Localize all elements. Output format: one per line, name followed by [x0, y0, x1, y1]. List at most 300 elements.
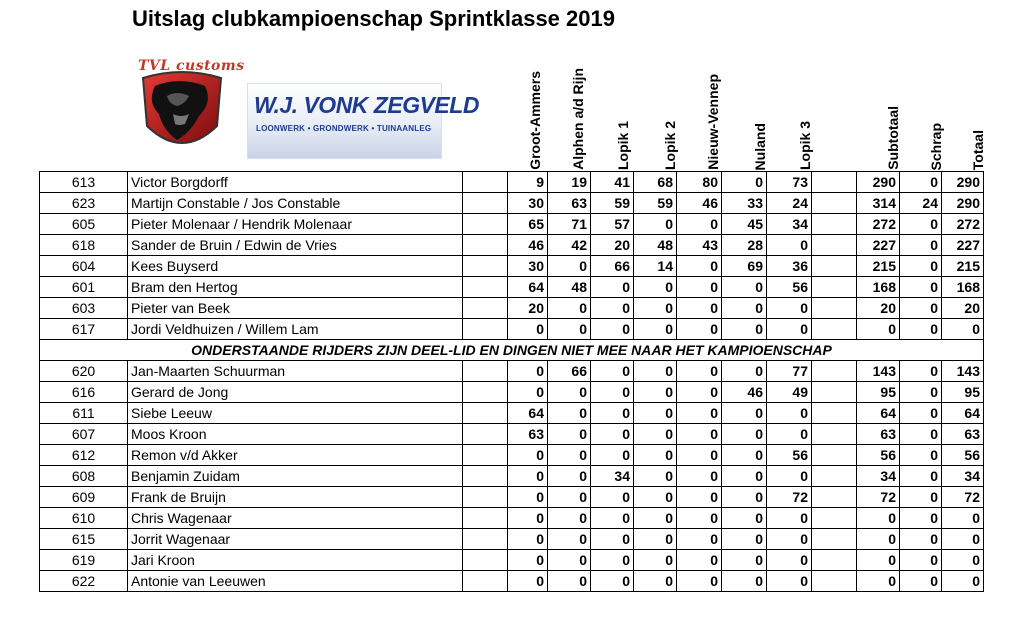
blank-cell	[463, 403, 508, 424]
total-value: 272	[942, 214, 984, 235]
blank-cell	[463, 298, 508, 319]
blank-cell	[463, 445, 508, 466]
race-score: 0	[508, 361, 548, 382]
race-score: 57	[591, 214, 634, 235]
race-score: 65	[508, 214, 548, 235]
race-score: 33	[722, 193, 767, 214]
race-score: 0	[677, 571, 722, 592]
race-score: 0	[767, 298, 812, 319]
rider-number: 612	[40, 445, 128, 466]
header-totaal: Totaal	[970, 129, 986, 170]
race-score: 69	[722, 256, 767, 277]
race-score: 0	[508, 571, 548, 592]
rider-name: Frank de Bruijn	[128, 487, 463, 508]
race-score: 0	[767, 550, 812, 571]
schrap-value: 0	[900, 487, 942, 508]
race-score: 0	[634, 508, 677, 529]
rider-number: 603	[40, 298, 128, 319]
main-rows	[40, 172, 984, 340]
race-score: 0	[591, 445, 634, 466]
rider-number: 616	[40, 382, 128, 403]
race-score: 0	[634, 382, 677, 403]
race-score: 0	[591, 550, 634, 571]
table-row	[40, 214, 984, 235]
blank-cell	[463, 424, 508, 445]
table-row	[40, 193, 984, 214]
race-score: 0	[591, 319, 634, 340]
race-score: 0	[591, 487, 634, 508]
race-score: 0	[722, 361, 767, 382]
rider-name: Martijn Constable / Jos Constable	[128, 193, 463, 214]
header-nuland: Nuland	[752, 122, 768, 170]
race-score: 0	[767, 508, 812, 529]
race-score: 0	[548, 571, 591, 592]
race-score: 0	[722, 487, 767, 508]
schrap-value: 24	[900, 193, 942, 214]
race-score: 0	[722, 403, 767, 424]
race-score: 0	[548, 424, 591, 445]
note-row	[40, 340, 984, 361]
subtotal-value: 63	[857, 424, 900, 445]
race-score: 0	[722, 298, 767, 319]
race-score: 0	[677, 466, 722, 487]
subtotal-value: 0	[857, 319, 900, 340]
race-score: 80	[677, 172, 722, 193]
table-row	[40, 550, 984, 571]
rider-name: Jorrit Wagenaar	[128, 529, 463, 550]
rider-number: 608	[40, 466, 128, 487]
blank-cell	[812, 214, 857, 235]
schrap-value: 0	[900, 466, 942, 487]
subtotal-value: 95	[857, 382, 900, 403]
rider-name: Moos Kroon	[128, 424, 463, 445]
race-score: 0	[677, 277, 722, 298]
rider-name: Pieter Molenaar / Hendrik Molenaar	[128, 214, 463, 235]
race-score: 0	[634, 361, 677, 382]
race-score: 0	[591, 277, 634, 298]
race-score: 0	[722, 571, 767, 592]
schrap-value: 0	[900, 277, 942, 298]
race-score: 0	[634, 550, 677, 571]
blank-cell	[812, 550, 857, 571]
subtotal-value: 34	[857, 466, 900, 487]
race-score: 0	[722, 424, 767, 445]
schrap-value: 0	[900, 172, 942, 193]
subtotal-value: 215	[857, 256, 900, 277]
blank-cell	[463, 529, 508, 550]
race-score: 0	[508, 319, 548, 340]
blank-cell	[812, 256, 857, 277]
race-score: 0	[767, 571, 812, 592]
race-score: 0	[591, 424, 634, 445]
rider-name: Kees Buyserd	[128, 256, 463, 277]
subtotal-value: 290	[857, 172, 900, 193]
rider-name: Benjamin Zuidam	[128, 466, 463, 487]
table-row	[40, 403, 984, 424]
rider-number: 617	[40, 319, 128, 340]
race-score: 30	[508, 256, 548, 277]
header-lopik-3: Lopik 3	[797, 120, 813, 170]
schrap-value: 0	[900, 550, 942, 571]
race-score: 0	[591, 508, 634, 529]
subtotal-value: 227	[857, 235, 900, 256]
race-score: 0	[591, 529, 634, 550]
schrap-value: 0	[900, 424, 942, 445]
header-lopik-1: Lopik 1	[615, 120, 631, 170]
total-value: 34	[942, 466, 984, 487]
schrap-value: 0	[900, 319, 942, 340]
total-value: 168	[942, 277, 984, 298]
blank-cell	[463, 214, 508, 235]
race-score: 0	[677, 487, 722, 508]
header-alphen: Alphen a/d Rijn	[570, 68, 586, 170]
table-row	[40, 382, 984, 403]
subtotal-value: 143	[857, 361, 900, 382]
schrap-value: 0	[900, 382, 942, 403]
race-score: 0	[634, 529, 677, 550]
blank-cell	[463, 382, 508, 403]
total-value: 0	[942, 319, 984, 340]
subtotal-value: 0	[857, 529, 900, 550]
blank-cell	[812, 403, 857, 424]
race-score: 14	[634, 256, 677, 277]
table-row	[40, 508, 984, 529]
race-score: 0	[591, 361, 634, 382]
rider-number: 610	[40, 508, 128, 529]
extra-rows	[40, 361, 984, 592]
blank-cell	[812, 298, 857, 319]
schrap-value: 0	[900, 256, 942, 277]
race-score: 0	[767, 319, 812, 340]
race-score: 56	[767, 445, 812, 466]
total-value: 56	[942, 445, 984, 466]
race-score: 42	[548, 235, 591, 256]
race-score: 0	[508, 487, 548, 508]
race-score: 0	[548, 466, 591, 487]
race-score: 0	[767, 403, 812, 424]
schrap-value: 0	[900, 529, 942, 550]
subtotal-value: 168	[857, 277, 900, 298]
race-score: 20	[591, 235, 634, 256]
race-score: 59	[634, 193, 677, 214]
race-score: 48	[634, 235, 677, 256]
race-score: 0	[591, 298, 634, 319]
total-value: 64	[942, 403, 984, 424]
rider-number: 609	[40, 487, 128, 508]
race-score: 0	[548, 487, 591, 508]
vonk-zegveld-logo	[247, 83, 479, 159]
subtotal-value: 72	[857, 487, 900, 508]
race-score: 66	[591, 256, 634, 277]
schrap-value: 0	[900, 571, 942, 592]
total-value: 0	[942, 571, 984, 592]
blank-cell	[463, 319, 508, 340]
note-section	[40, 340, 984, 361]
race-score: 0	[677, 361, 722, 382]
table-row	[40, 445, 984, 466]
subtotal-value: 0	[857, 550, 900, 571]
race-score: 56	[767, 277, 812, 298]
race-score: 0	[634, 487, 677, 508]
race-score: 24	[767, 193, 812, 214]
race-score: 0	[634, 424, 677, 445]
rider-number: 618	[40, 235, 128, 256]
table-row	[40, 277, 984, 298]
race-score: 48	[548, 277, 591, 298]
rider-number: 601	[40, 277, 128, 298]
race-score: 0	[677, 382, 722, 403]
vonk-zegveld-name: W.J. VONK ZEGVELD	[254, 92, 479, 118]
race-score: 0	[722, 445, 767, 466]
race-score: 0	[722, 550, 767, 571]
race-score: 59	[591, 193, 634, 214]
race-score: 68	[634, 172, 677, 193]
race-score: 0	[677, 214, 722, 235]
table-row	[40, 361, 984, 382]
total-value: 215	[942, 256, 984, 277]
race-score: 72	[767, 487, 812, 508]
blank-cell	[812, 172, 857, 193]
table-row	[40, 424, 984, 445]
blank-cell	[463, 571, 508, 592]
blank-cell	[812, 319, 857, 340]
rider-name: Siebe Leeuw	[128, 403, 463, 424]
race-score: 46	[677, 193, 722, 214]
race-score: 0	[548, 382, 591, 403]
total-value: 0	[942, 550, 984, 571]
subtotal-value: 64	[857, 403, 900, 424]
subtotal-value: 272	[857, 214, 900, 235]
race-score: 0	[677, 529, 722, 550]
blank-cell	[812, 508, 857, 529]
table-row	[40, 466, 984, 487]
rider-number: 611	[40, 403, 128, 424]
race-score: 0	[548, 298, 591, 319]
race-score: 0	[548, 256, 591, 277]
race-score: 0	[591, 403, 634, 424]
rider-name: Gerard de Jong	[128, 382, 463, 403]
race-score: 0	[677, 256, 722, 277]
subtotal-value: 0	[857, 508, 900, 529]
race-score: 28	[722, 235, 767, 256]
race-score: 0	[634, 319, 677, 340]
blank-cell	[463, 508, 508, 529]
race-score: 0	[634, 277, 677, 298]
total-value: 227	[942, 235, 984, 256]
blank-cell	[463, 172, 508, 193]
subtotal-value: 20	[857, 298, 900, 319]
schrap-value: 0	[900, 235, 942, 256]
subtotal-value: 314	[857, 193, 900, 214]
subtotal-value: 0	[857, 571, 900, 592]
race-score: 0	[548, 529, 591, 550]
rider-number: 613	[40, 172, 128, 193]
header-schrap: Schrap	[928, 122, 944, 170]
table-row	[40, 235, 984, 256]
total-value: 20	[942, 298, 984, 319]
table-row	[40, 298, 984, 319]
race-score: 0	[767, 235, 812, 256]
race-score: 0	[677, 319, 722, 340]
header-subtotaal: Subtotaal	[885, 106, 901, 170]
race-score: 0	[722, 508, 767, 529]
race-score: 73	[767, 172, 812, 193]
blank-cell	[463, 277, 508, 298]
race-score: 34	[767, 214, 812, 235]
rider-name: Jan-Maarten Schuurman	[128, 361, 463, 382]
race-score: 77	[767, 361, 812, 382]
race-score: 0	[767, 529, 812, 550]
rider-name: Bram den Hertog	[128, 277, 463, 298]
blank-cell	[463, 256, 508, 277]
schrap-value: 0	[900, 214, 942, 235]
rider-name: Jari Kroon	[128, 550, 463, 571]
race-score: 0	[677, 424, 722, 445]
race-score: 71	[548, 214, 591, 235]
rider-number: 604	[40, 256, 128, 277]
blank-cell	[812, 529, 857, 550]
blank-cell	[812, 277, 857, 298]
table-row	[40, 487, 984, 508]
race-score: 0	[677, 298, 722, 319]
blank-cell	[812, 487, 857, 508]
table-row	[40, 571, 984, 592]
blank-cell	[812, 445, 857, 466]
table-row	[40, 256, 984, 277]
rider-name: Victor Borgdorff	[128, 172, 463, 193]
rider-name: Pieter van Beek	[128, 298, 463, 319]
race-score: 0	[722, 466, 767, 487]
deel-lid-note: ONDERSTAANDE RIJDERS ZIJN DEEL-LID EN DINGEN NIET MEE NAAR HET KAMPIOENSCHAP	[40, 340, 984, 361]
race-score: 41	[591, 172, 634, 193]
page-title: Uitslag clubkampioenschap Sprintklasse 2019	[132, 6, 615, 31]
blank-cell	[812, 424, 857, 445]
rider-number: 605	[40, 214, 128, 235]
race-score: 0	[634, 403, 677, 424]
total-value: 63	[942, 424, 984, 445]
race-score: 49	[767, 382, 812, 403]
race-score: 0	[548, 508, 591, 529]
total-value: 72	[942, 487, 984, 508]
race-score: 0	[548, 403, 591, 424]
race-score: 36	[767, 256, 812, 277]
race-score: 0	[677, 550, 722, 571]
blank-cell	[812, 571, 857, 592]
race-score: 30	[508, 193, 548, 214]
blank-cell	[463, 235, 508, 256]
blank-cell	[812, 235, 857, 256]
race-score: 0	[508, 529, 548, 550]
table-row	[40, 529, 984, 550]
race-score: 0	[677, 508, 722, 529]
rider-name: Sander de Bruin / Edwin de Vries	[128, 235, 463, 256]
schrap-value: 0	[900, 361, 942, 382]
race-score: 0	[767, 424, 812, 445]
header-lopik-2: Lopik 2	[662, 120, 678, 170]
total-value: 290	[942, 193, 984, 214]
race-score: 0	[591, 571, 634, 592]
header-groot-ammers: Groot-Ammers	[527, 71, 543, 170]
total-value: 290	[942, 172, 984, 193]
rider-number: 622	[40, 571, 128, 592]
rider-number: 615	[40, 529, 128, 550]
tvl-customs-text: TVL customs	[138, 58, 245, 74]
race-score: 0	[634, 298, 677, 319]
rider-number: 619	[40, 550, 128, 571]
race-score: 0	[591, 382, 634, 403]
race-score: 64	[508, 277, 548, 298]
race-score: 0	[634, 214, 677, 235]
race-score: 0	[634, 571, 677, 592]
race-score: 0	[508, 466, 548, 487]
race-score: 0	[548, 550, 591, 571]
race-score: 0	[634, 445, 677, 466]
blank-cell	[812, 382, 857, 403]
header-nieuw-vennep: Nieuw-Vennep	[705, 74, 721, 170]
blank-cell	[463, 466, 508, 487]
rider-name: Jordi Veldhuizen / Willem Lam	[128, 319, 463, 340]
rider-name: Remon v/d Akker	[128, 445, 463, 466]
total-value: 0	[942, 508, 984, 529]
blank-cell	[463, 550, 508, 571]
rider-name: Chris Wagenaar	[128, 508, 463, 529]
race-score: 34	[591, 466, 634, 487]
race-score: 0	[677, 445, 722, 466]
race-score: 46	[508, 235, 548, 256]
blank-cell	[812, 466, 857, 487]
total-value: 143	[942, 361, 984, 382]
rider-number: 607	[40, 424, 128, 445]
table-row	[40, 319, 984, 340]
race-score: 0	[508, 382, 548, 403]
rider-number: 623	[40, 193, 128, 214]
race-score: 0	[677, 403, 722, 424]
race-score: 0	[508, 445, 548, 466]
blank-cell	[463, 487, 508, 508]
schrap-value: 0	[900, 298, 942, 319]
schrap-value: 0	[900, 445, 942, 466]
race-score: 0	[548, 445, 591, 466]
race-score: 0	[634, 466, 677, 487]
race-score: 0	[722, 529, 767, 550]
total-value: 0	[942, 529, 984, 550]
race-score: 0	[767, 466, 812, 487]
race-score: 64	[508, 403, 548, 424]
blank-cell	[463, 361, 508, 382]
race-score: 20	[508, 298, 548, 319]
rider-name: Antonie van Leeuwen	[128, 571, 463, 592]
vonk-zegveld-tagline: LOONWERK • GRONDWERK • TUINAANLEG	[256, 124, 432, 133]
race-score: 19	[548, 172, 591, 193]
race-score: 46	[722, 382, 767, 403]
race-score: 0	[508, 508, 548, 529]
blank-cell	[463, 193, 508, 214]
blank-cell	[812, 193, 857, 214]
results-table	[39, 171, 984, 592]
total-value: 95	[942, 382, 984, 403]
race-score: 63	[508, 424, 548, 445]
race-score: 63	[548, 193, 591, 214]
rider-number: 620	[40, 361, 128, 382]
race-score: 0	[508, 550, 548, 571]
schrap-value: 0	[900, 403, 942, 424]
race-score: 9	[508, 172, 548, 193]
race-score: 0	[722, 277, 767, 298]
subtotal-value: 56	[857, 445, 900, 466]
schrap-value: 0	[900, 508, 942, 529]
race-score: 0	[548, 319, 591, 340]
race-score: 0	[722, 319, 767, 340]
